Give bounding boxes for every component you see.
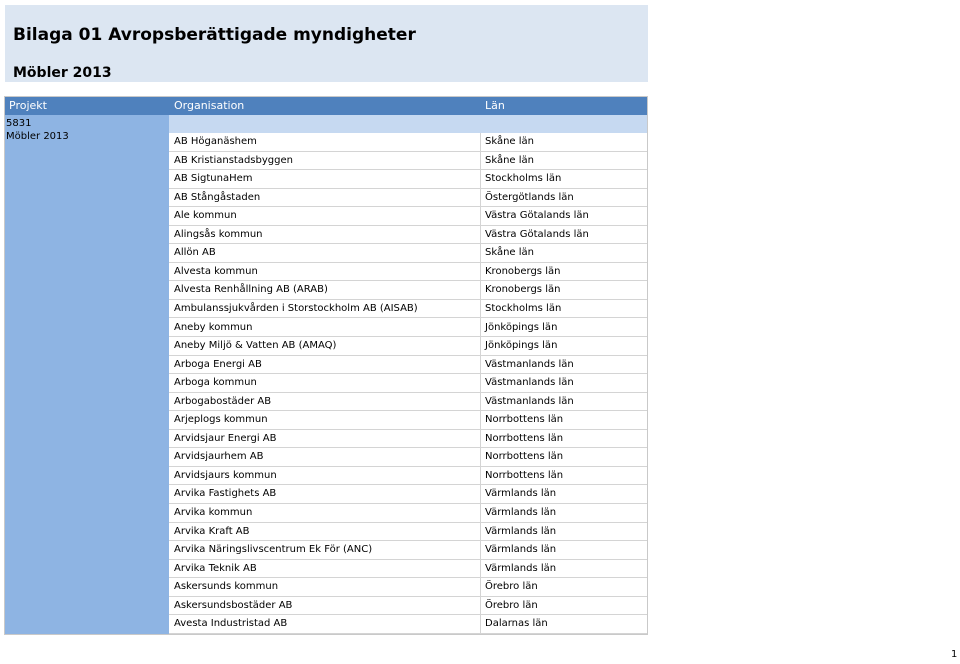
lan-cell: Västra Götalands län (485, 210, 589, 222)
organisation-group-strip (169, 115, 480, 133)
lan-cell: Skåne län (485, 136, 535, 147)
lan-cell: Östergötlands län (485, 191, 574, 203)
table-row (169, 485, 648, 504)
lan-cell: Värmlands län (485, 544, 557, 556)
lan-cell: Norrbottens län (485, 469, 564, 481)
document-header (5, 5, 648, 82)
organisation-cell: AB Stångåstaden (174, 191, 261, 203)
organisation-cell: Ale kommun (174, 210, 237, 222)
organisation-cell: Arvika Näringslivscentrum Ek För (ANC) (174, 544, 373, 556)
organisation-cell: Alvesta Renhållning AB (ARAB) (174, 284, 328, 296)
organisation-cell: Askersundsbostäder AB (174, 599, 293, 611)
table-row (169, 430, 648, 449)
table-row (169, 319, 648, 338)
lan-cell: Jönköpings län (485, 321, 558, 333)
lan-cell: Dalarnas län (485, 618, 548, 630)
lan-cell: Västra Götalands län (485, 228, 589, 240)
lan-cell: Norrbottens län (485, 451, 564, 463)
organisation-cell: Arvika Fastighets AB (174, 488, 277, 500)
organisation-cell: Arvika Kraft AB (174, 525, 250, 537)
table-row (169, 504, 648, 523)
lan-cell: Västmanlands län (485, 395, 574, 407)
table-row (169, 393, 648, 412)
organisation-cell: Arjeplogs kommun (174, 414, 268, 426)
column-header-lan: Län (480, 96, 648, 115)
lan-cell: Kronobergs län (485, 265, 561, 277)
lan-cell: Västmanlands län (485, 358, 574, 370)
table-row (169, 133, 648, 152)
lan-cell: Kronobergs län (485, 284, 561, 296)
table-row (169, 170, 648, 189)
lan-cell: Örebro län (485, 599, 538, 611)
organisation-cell: Ambulanssjukvården i Storstockholm AB (AISAB) (174, 302, 418, 314)
lan-cell: Norrbottens län (485, 432, 564, 444)
organisation-cell: Aneby kommun (174, 321, 253, 333)
organisation-cell: Alingsås kommun (174, 228, 263, 240)
table-row (169, 300, 648, 319)
table-row (169, 189, 648, 208)
table-row (169, 263, 648, 282)
organisation-cell: Arvidsjaurhem AB (174, 451, 264, 463)
table-row (169, 541, 648, 560)
lan-cell: Jönköpings län (485, 340, 558, 352)
lan-cell: Värmlands län (485, 488, 557, 500)
page-number: 1 (951, 649, 958, 660)
organisation-cell: Arbogabostäder AB (174, 395, 272, 407)
organisation-cell: Alvesta kommun (174, 265, 258, 277)
table-row (169, 615, 648, 634)
project-cell (4, 115, 169, 635)
organisation-cell: Arboga Energi AB (174, 358, 262, 370)
organisation-cell: AB SigtunaHem (174, 173, 253, 185)
table-row (169, 281, 648, 300)
table-row (169, 411, 648, 430)
organisation-cell: Askersunds kommun (174, 581, 279, 593)
page-subtitle: Möbler 2013 (13, 65, 112, 81)
lan-cell: Stockholms län (485, 302, 562, 314)
organisation-cell: AB Kristianstadsbyggen (174, 154, 293, 166)
column-header-organisation: Organisation (169, 96, 480, 115)
table-row (169, 597, 648, 616)
organisation-cell: Aneby Miljö & Vatten AB (AMAQ) (174, 340, 337, 352)
organisation-cell: Arboga kommun (174, 377, 257, 389)
table-row (169, 374, 648, 393)
organisation-cell: Arvidsjaur Energi AB (174, 432, 277, 444)
lan-cell: Norrbottens län (485, 414, 564, 426)
lan-cell: Värmlands län (485, 562, 557, 574)
project-name: Möbler 2013 (6, 131, 69, 142)
organisation-cell: Arvika Teknik AB (174, 562, 257, 574)
table-row (169, 207, 648, 226)
table-row (169, 448, 648, 467)
column-header-projekt: Projekt (4, 96, 169, 115)
organisation-cell: Avesta Industristad AB (174, 618, 288, 630)
organisation-cell: AB Höganäshem (174, 136, 257, 147)
lan-cell: Skåne län (485, 247, 535, 259)
table-row (169, 578, 648, 597)
table-row (169, 467, 648, 486)
table-row (169, 560, 648, 579)
lan-cell: Skåne län (485, 154, 535, 166)
table-row (169, 244, 648, 263)
table-row (169, 226, 648, 245)
organisation-cell: Allön AB (174, 247, 216, 259)
table-row (169, 523, 648, 542)
organisation-cell: Arvika kommun (174, 507, 253, 518)
organisation-cell: Arvidsjaurs kommun (174, 469, 277, 481)
lan-cell: Västmanlands län (485, 377, 574, 389)
column-divider (480, 133, 481, 635)
lan-cell: Värmlands län (485, 525, 557, 537)
lan-cell: Örebro län (485, 581, 538, 593)
page-title: Bilaga 01 Avropsberättigade myndigheter (13, 25, 416, 45)
table-row (169, 337, 648, 356)
lan-cell: Stockholms län (485, 173, 562, 185)
lan-cell: Värmlands län (485, 507, 557, 518)
lan-group-strip (480, 115, 648, 133)
table-row (169, 356, 648, 375)
table-row (169, 152, 648, 171)
project-number: 5831 (6, 118, 32, 129)
